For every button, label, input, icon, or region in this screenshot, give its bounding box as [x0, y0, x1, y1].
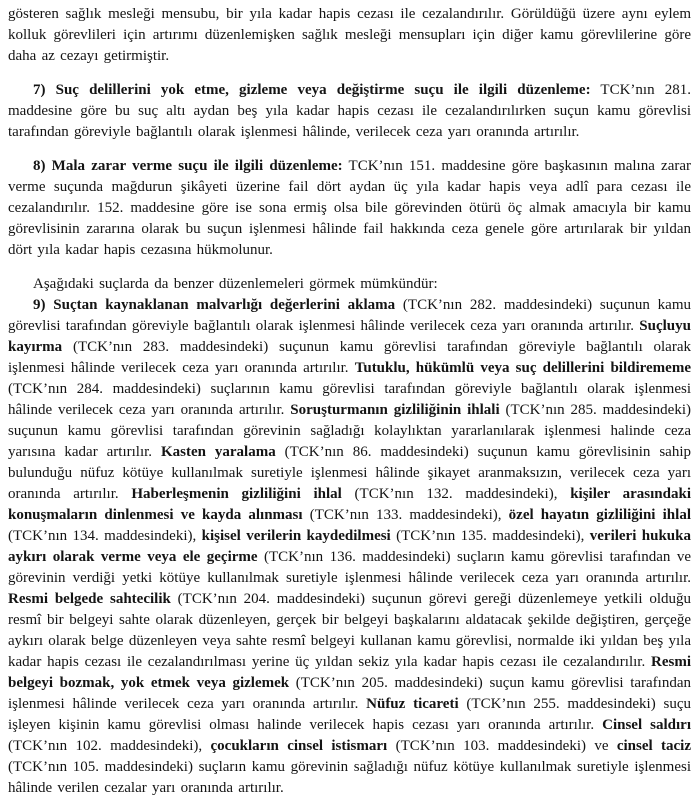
text-run: TCK’nın 151. maddesine göre başkasının malına zarar verme suçunda mağdurun şikâyeti üzerine fail dört aydan üç yıla kadar hapis veya adlî para cezası ile cezalandırılır. 152. maddesine göre ise sona ermiş olsa bile görevinden ötürü öç almak amacıyla bir kamu görevlisinin zararına olarak bu suçun işlenmesi hâlinde fail hakkında ceza genele göre artırılarak bir yıldan dört yıla kadar hapis cezasına hükmolunur.: [8, 158, 691, 258]
text-run: (TCK’nın 205. maddesindeki) suçun kamu görevlisi tarafından işlenmesi hâlinde verilecek ceza yarı oranında artırılır.: [8, 675, 692, 712]
bold-text-run: Cinsel saldırı: [602, 717, 691, 733]
bold-text-run: Resmi belgede sahtecilik: [8, 591, 171, 607]
text-run: (TCK’nın 204. maddesindeki) suçunun görevi gereği düzenlemeye yetkili olduğu resmî bir belgeyi sahte olarak düzenleyen, gerçek bir belgeyi başkalarını aldatacak şekilde değiştiren, gerçeğe aykırı olarak belge düzenleyen veya sahte resmî belgeyi kullanan kamu görevlisi, normalde iki yıldan beş yıla kadar hapis cezası ile cezalandırılması yerine üç yıldan sekiz yıla kadar hapis cezası ile cezalandırılır.: [8, 591, 691, 670]
bold-text-run: Resmi belgeyi bozmak, yok etmek veya gizlemek: [8, 654, 691, 691]
text-body: [8, 4, 691, 799]
text-run: (TCK’nın 132. maddesindeki),: [341, 486, 571, 502]
bold-text-run: kişiler arasındaki konuşmaların dinlenmesi ve kayda alınması: [8, 486, 691, 523]
paragraph-1: [8, 4, 691, 67]
text-run: (TCK’nın 134. maddesindeki),: [8, 528, 202, 544]
bold-text-run: 9) Suçtan kaynaklanan malvarlığı değerlerini aklama: [33, 297, 396, 313]
text-run: TCK’nın 281. maddesine göre bu suç altı aydan beş yıla kadar hapis cezası ile cezalandırılırken suçun kamu görevlisi tarafından göreviyle bağlantılı olarak işlenmesi hâlinde, verilecek ceza yarı oranında artırılır.: [8, 82, 691, 140]
bold-text-run: Suçluyu kayırma: [8, 318, 691, 355]
paragraph-2: [8, 80, 691, 143]
bold-text-run: Nüfuz ticareti: [366, 696, 459, 712]
bold-text-run: Haberleşmenin gizliliğini ihlal: [131, 486, 342, 502]
paragraph-5: [8, 295, 691, 799]
bold-text-run: Tutuklu, hükümlü veya suç delillerini bildirememe: [354, 360, 691, 376]
text-run: (TCK’nın 86. maddesindeki) suçunun kamu görevlisinin sahip bulunduğu nüfuz kötüye kullanılmak suretiyle işlenmesi hâlinde şikayet aranmaksızın, verilecek ceza yarı oranında artırılır.: [8, 444, 692, 502]
bold-text-run: Soruşturmanın gizliliğinin ihlali: [290, 402, 500, 418]
bold-text-run: çocukların cinsel istismarı: [210, 738, 388, 754]
text-run: Aşağıdaki suçlarda da benzer düzenlemeleri görmek mümkündür:: [33, 276, 438, 292]
text-run: (TCK’nın 102. maddesindeki),: [8, 738, 211, 754]
text-run: (TCK’nın 255. maddesindeki) suçu işleyen kişinin kamu görevlisi olması halinde verilecek hapis cezası yarı oranında artırılır.: [8, 696, 692, 733]
bold-text-run: Kasten yaralama: [160, 444, 276, 460]
text-run: (TCK’nın 133. maddesindeki),: [302, 507, 509, 523]
bold-text-run: cinsel taciz: [616, 738, 692, 754]
text-run: (TCK’nın 282. maddesindeki) suçunun kamu görevlisi tarafından göreviyle bağlantılı olarak işlenmesi hâlinde verilecek ceza yarı oranında artırılır.: [8, 297, 691, 334]
bold-text-run: kişisel verilerin kaydedilmesi: [201, 528, 391, 544]
text-run: (TCK’nın 285. maddesindeki) suçunun kamu görevlisi tarafından görevinin sağladığı kolaylıktan yararlanılarak işlenmesi halinde ceza yarısına kadar artırılır.: [8, 402, 691, 460]
bold-text-run: verileri hukuka aykırı olarak verme veya ele geçirme: [8, 528, 691, 565]
bold-text-run: 7) Suç delillerini yok etme, gizleme veya değiştirme suçu ile ilgili düzenleme:: [33, 82, 591, 98]
paragraph-3: [8, 156, 691, 261]
text-run: (TCK’nın 103. maddesindeki) ve: [387, 738, 617, 754]
paragraph-4: [8, 274, 691, 295]
text-run: (TCK’nın 136. maddesindeki) suçların kamu görevlisi tarafından ve görevinin verdiği yetki kötüye kullanılmak suretiyle işlenmesi hâlinde verilecek ceza yarı oranında artırılır.: [8, 549, 691, 586]
text-run: (TCK’nın 283. maddesindeki) suçunun kamu görevlisi tarafından göreviyle bağlantılı olarak işlenmesi hâlinde verilecek ceza yarı oranında artırılır.: [8, 339, 691, 376]
text-run: (TCK’nın 105. maddesindeki) suçların kamu görevinin sağladığı nüfuz kötüye kullanılmak suretiyle işlenmesi hâlinde verilen cezalar yarı oranında artırılır.: [8, 759, 691, 796]
text-run: gösteren sağlık mesleği mensubu, bir yıla kadar hapis cezası ile cezalandırılır. Görüldüğü üzere aynı eylem kolluk görevlileri için artırımı düzenlemişken sağlık mesleği mensupları için diğer kamu görevlilerine göre daha az cezayı getirmiştir.: [8, 6, 691, 64]
text-run: (TCK’nın 284. maddesindeki) suçlarının kamu görevlisi tarafından göreviyle bağlantılı olarak işlenmesi hâlinde verilecek ceza yarı oranında artırılır.: [8, 381, 691, 418]
text-run: (TCK’nın 135. maddesindeki),: [390, 528, 590, 544]
bold-text-run: özel hayatın gizliliğini ihlal: [508, 507, 691, 523]
bold-text-run: 8) Mala zarar verme suçu ile ilgili düzenleme:: [33, 158, 343, 174]
